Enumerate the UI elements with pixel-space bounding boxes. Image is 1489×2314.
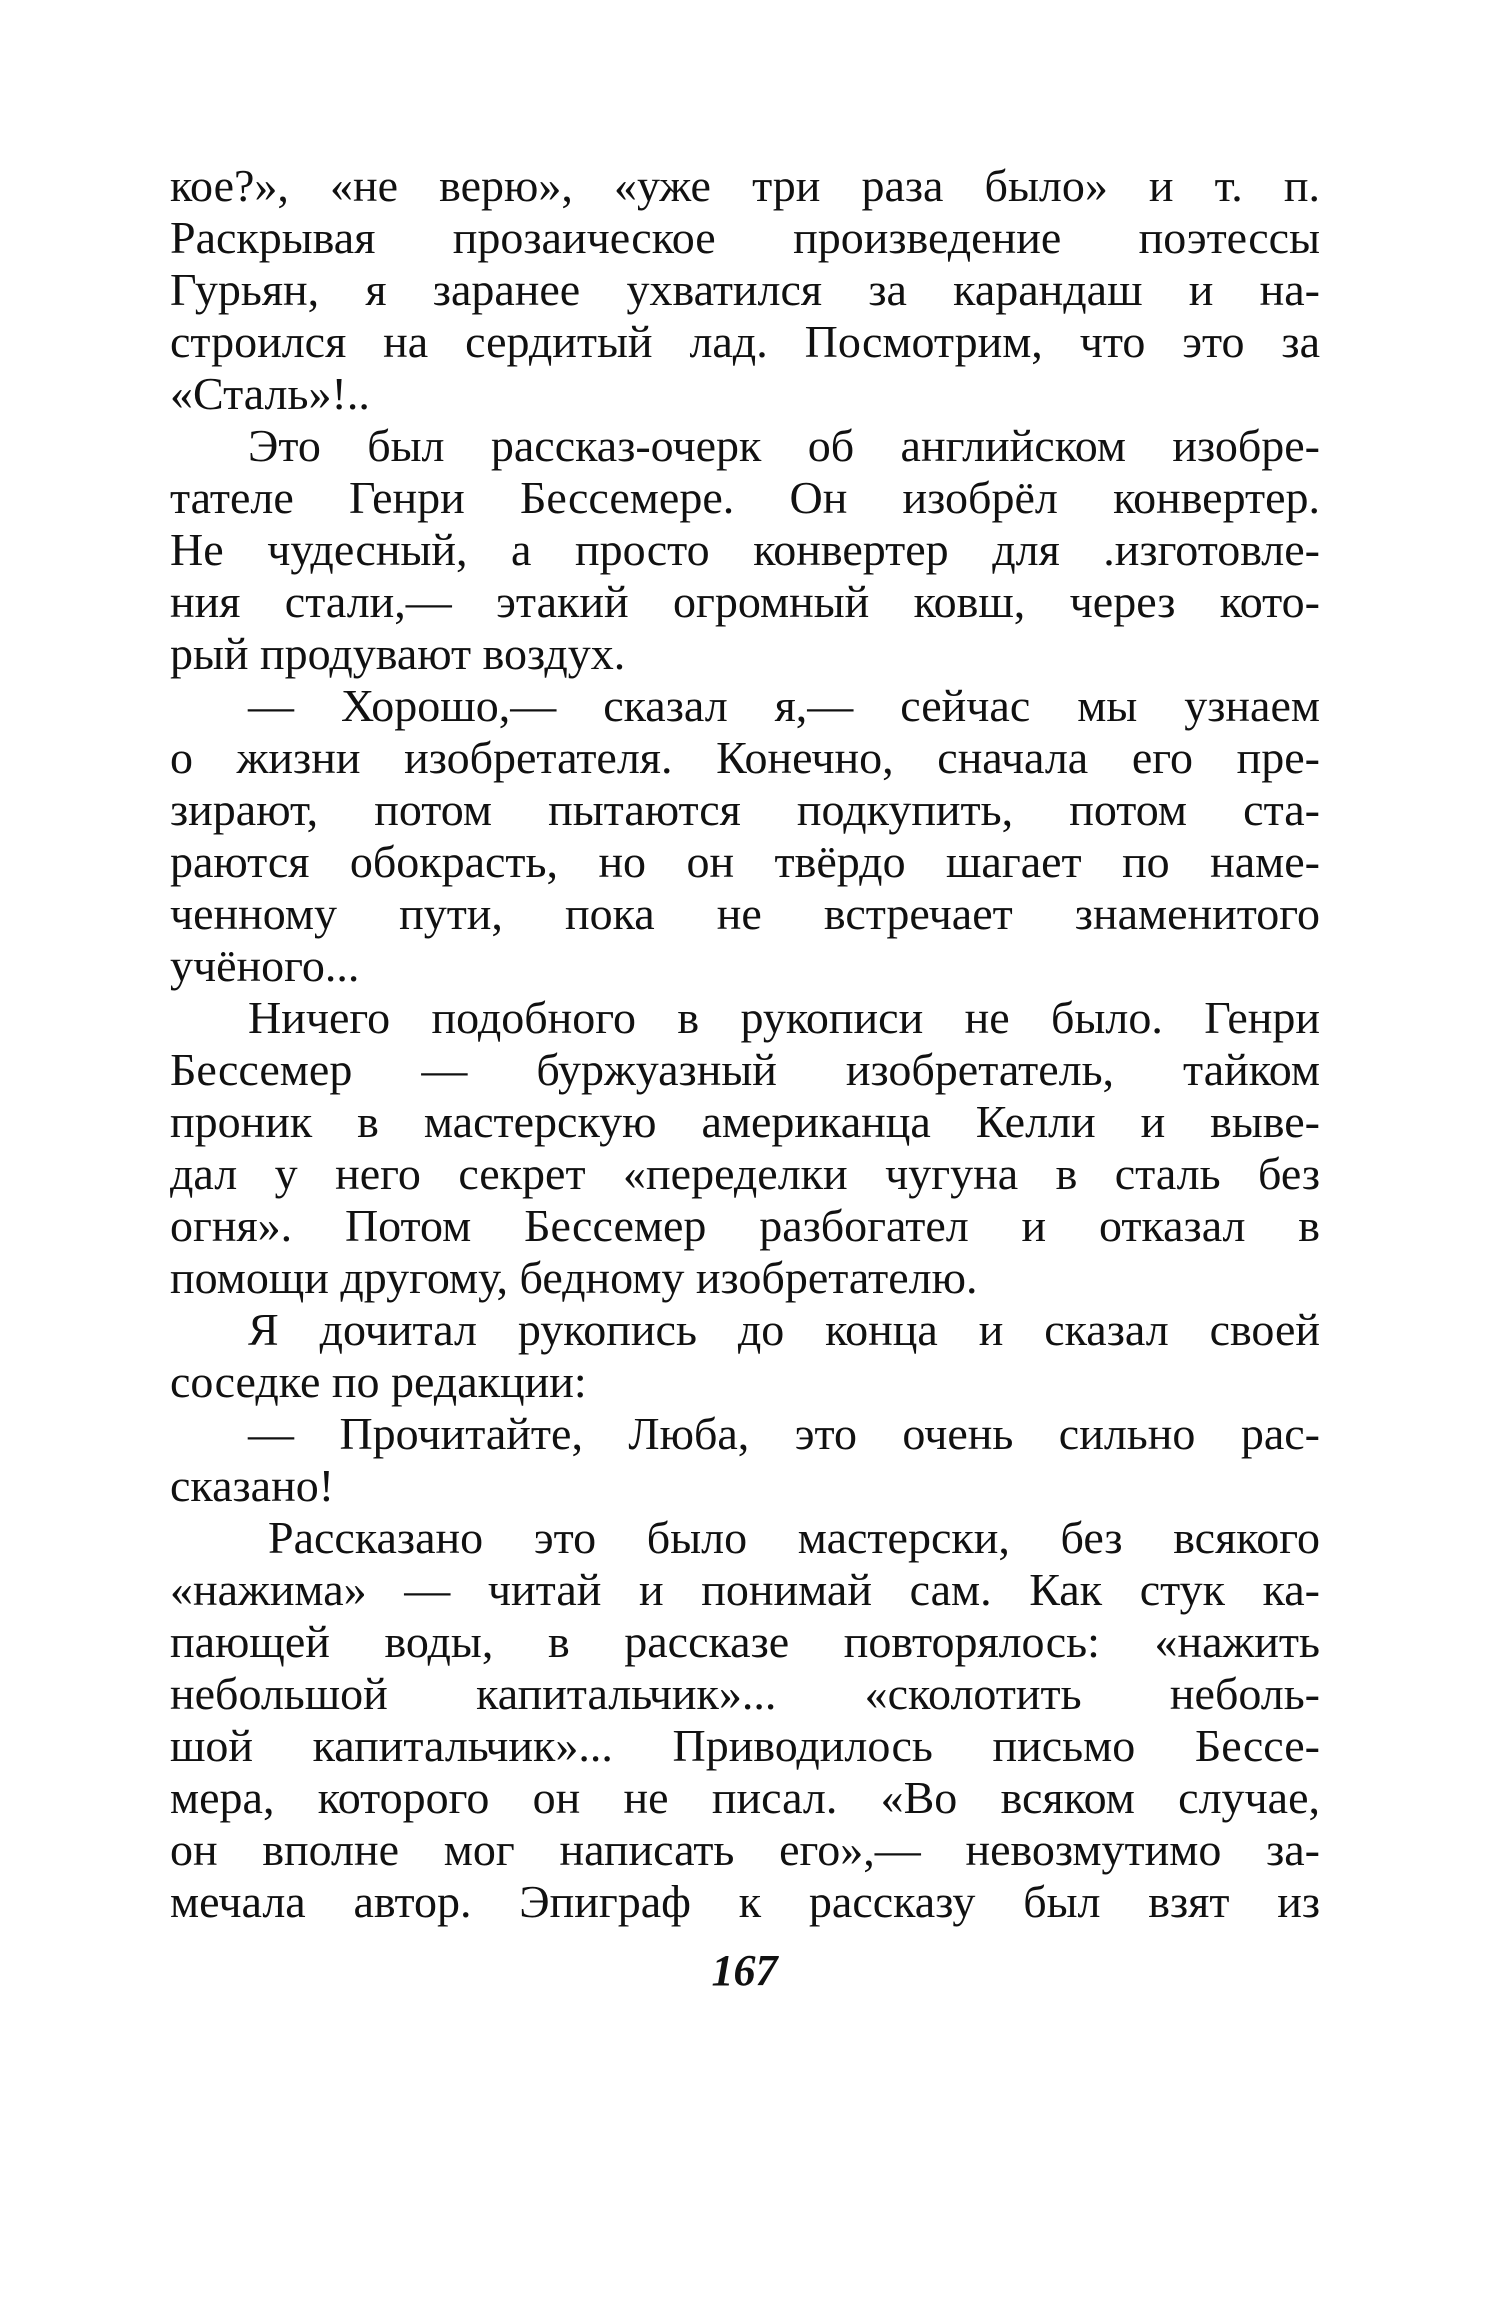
text-line: Я дочитал рукопись до конца и сказал своей xyxy=(248,1304,1320,1355)
text-line: «нажима» — читай и понимай сам. Как стук ка- xyxy=(170,1564,1320,1615)
paragraph xyxy=(170,1408,1320,1512)
text-line: Гурьян, я заранее ухватился за карандаш и на- xyxy=(170,264,1320,315)
body-text xyxy=(170,160,1320,1928)
page-number: 167 xyxy=(711,1946,778,1995)
text-line: — Хорошо,— сказал я,— сейчас мы узнаем xyxy=(248,680,1320,731)
text-line: сказано! xyxy=(170,1460,335,1511)
text-line: пающей воды, в рассказе повторялось: «нажить xyxy=(170,1616,1320,1667)
text-line: «Сталь»!.. xyxy=(170,368,370,419)
text-line: о жизни изобретателя. Конечно, сначала его пре- xyxy=(170,732,1320,783)
text-line: Не чудесный, а просто конвертер для .изготовле- xyxy=(170,524,1320,575)
paragraph xyxy=(170,1512,1320,1928)
text-line: ния стали,— этакий огромный ковш, через кото- xyxy=(170,576,1320,627)
paragraph xyxy=(170,992,1320,1304)
text-line: ченному пути, пока не встречает знаменитого xyxy=(170,888,1320,939)
text-line: Рассказано это было мастерски, без всякого xyxy=(268,1512,1320,1563)
text-line: тателе Генри Бессемере. Он изобрёл конвертер. xyxy=(170,472,1320,523)
text-line: мечала автор. Эпиграф к рассказу был взят из xyxy=(170,1876,1320,1927)
text-line: дал у него секрет «переделки чугуна в сталь без xyxy=(170,1148,1320,1199)
text-line: строился на сердитый лад. Посмотрим, что это за xyxy=(170,316,1320,367)
text-line: помощи другому, бедному изобретателю. xyxy=(170,1252,978,1303)
text-line: проник в мастерскую американца Келли и выве- xyxy=(170,1096,1320,1147)
text-line: кое?», «не верю», «уже три раза было» и т. п. xyxy=(170,160,1320,211)
text-line: небольшой капитальчик»... «сколотить неболь- xyxy=(170,1668,1320,1719)
text-line: мера, которого он не писал. «Во всяком случае, xyxy=(170,1772,1320,1823)
paragraph xyxy=(170,160,1320,420)
text-line: Бессемер — буржуазный изобретатель, тайком xyxy=(170,1044,1320,1095)
text-line: учёного... xyxy=(170,940,360,991)
paragraph xyxy=(170,1304,1320,1408)
text-line: рый продувают воздух. xyxy=(170,628,626,679)
text-line: шой капитальчик»... Приводилось письмо Бессе- xyxy=(170,1720,1320,1771)
text-line: он вполне мог написать его»,— невозмутимо за- xyxy=(170,1824,1320,1875)
text-line: Раскрывая прозаическое произведение поэтессы xyxy=(170,212,1320,263)
text-line: Это был рассказ-очерк об английском изобре- xyxy=(248,420,1320,471)
text-line: зирают, потом пытаются подкупить, потом ста- xyxy=(170,784,1320,835)
paragraph xyxy=(170,680,1320,992)
text-line: Ничего подобного в рукописи не было. Генри xyxy=(248,992,1320,1043)
paragraph xyxy=(170,420,1320,680)
text-line: огня». Потом Бессемер разбогател и отказал в xyxy=(170,1200,1320,1251)
text-line: — Прочитайте, Люба, это очень сильно рас- xyxy=(248,1408,1320,1459)
text-line: соседке по редакции: xyxy=(170,1356,587,1407)
text-line: раются обокрасть, но он твёрдо шагает по наме- xyxy=(170,836,1320,887)
